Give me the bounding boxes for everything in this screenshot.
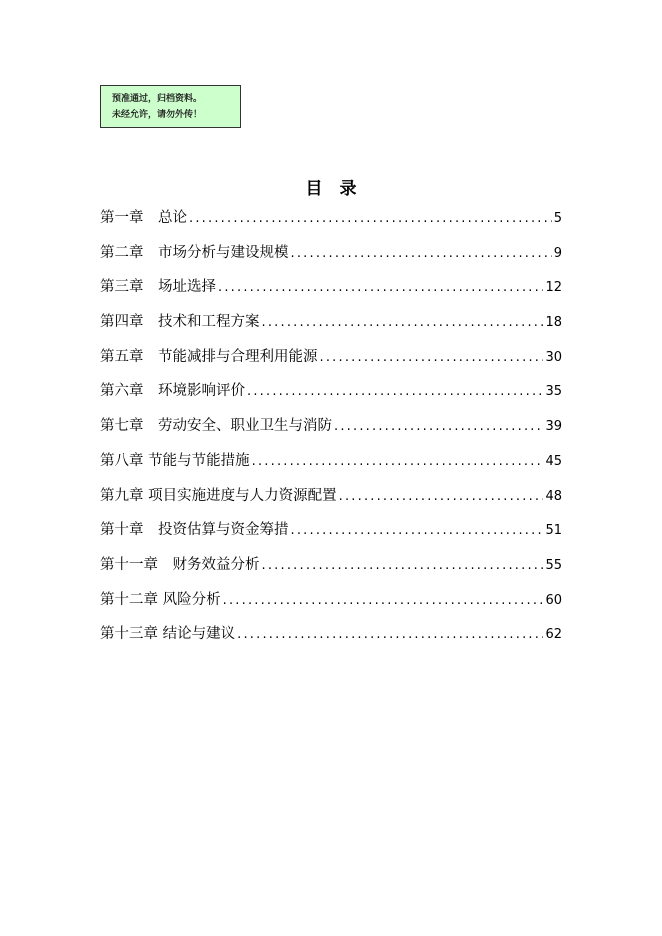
toc-chapter-label: 第十章 投资估算与资金筹措 <box>100 522 289 539</box>
toc-leader-dots <box>247 380 543 404</box>
toc-leader-dots <box>339 485 544 509</box>
toc-leader-dots <box>252 450 544 474</box>
toc-page-number: 39 <box>545 419 562 435</box>
toc-leader-dots <box>320 346 544 370</box>
toc-leader-dots <box>334 415 543 439</box>
table-of-contents <box>100 206 562 657</box>
toc-leader-dots <box>291 519 544 543</box>
toc-chapter-label: 第二章 市场分析与建设规模 <box>100 244 289 261</box>
toc-leader-dots <box>218 276 543 300</box>
toc-page-number: 35 <box>545 384 562 400</box>
toc-page-number: 12 <box>545 280 562 296</box>
toc-chapter-label: 第三章 场址选择 <box>100 279 216 296</box>
toc-page-number: 45 <box>545 453 562 469</box>
toc-page-number: 18 <box>545 315 562 331</box>
toc-chapter-label: 第十二章 风险分析 <box>100 591 221 608</box>
toc-entry-8[interactable] <box>100 449 562 484</box>
toc-page-number: 48 <box>545 488 562 504</box>
toc-leader-dots <box>262 311 544 335</box>
toc-chapter-label: 第八章 节能与节能措施 <box>100 452 250 469</box>
toc-entry-4[interactable] <box>100 310 562 345</box>
toc-chapter-label: 第五章 节能减排与合理利用能源 <box>100 348 318 365</box>
toc-page-number: 55 <box>545 557 562 573</box>
toc-entry-11[interactable] <box>100 553 562 588</box>
toc-entry-5[interactable] <box>100 345 562 380</box>
toc-chapter-label: 第十一章 财务效益分析 <box>100 556 260 573</box>
notice-line-1: 预准通过，归档资料。 <box>112 94 203 104</box>
toc-entry-6[interactable] <box>100 379 562 414</box>
confidential-notice-stamp <box>100 85 241 128</box>
toc-entry-13[interactable] <box>100 622 562 657</box>
toc-entry-9[interactable] <box>100 484 562 519</box>
toc-title: 目 录 <box>305 179 357 199</box>
toc-entry-10[interactable] <box>100 518 562 553</box>
toc-entry-7[interactable] <box>100 414 562 449</box>
toc-leader-dots <box>189 207 552 231</box>
toc-leader-dots <box>223 589 544 613</box>
toc-page-number: 51 <box>545 523 562 539</box>
toc-chapter-label: 第十三章 结论与建议 <box>100 626 236 643</box>
toc-chapter-label: 第九章 项目实施进度与人力资源配置 <box>100 487 337 504</box>
toc-chapter-label: 第四章 技术和工程方案 <box>100 314 260 331</box>
toc-page-number: 30 <box>545 349 562 365</box>
toc-entry-12[interactable] <box>100 588 562 623</box>
toc-entry-3[interactable] <box>100 275 562 310</box>
toc-leader-dots <box>237 623 543 647</box>
toc-chapter-label: 第六章 环境影响评价 <box>100 383 245 400</box>
toc-page-number: 60 <box>545 592 562 608</box>
toc-entry-2[interactable] <box>100 241 562 276</box>
notice-line-2: 未经允许，请勿外传！ <box>112 110 203 120</box>
toc-leader-dots <box>262 554 544 578</box>
toc-chapter-label: 第一章 总论 <box>100 210 187 226</box>
toc-chapter-label: 第七章 劳动安全、职业卫生与消防 <box>100 418 332 435</box>
toc-leader-dots <box>291 242 552 266</box>
toc-page-number: 62 <box>545 627 562 643</box>
toc-page-number: 9 <box>553 245 562 261</box>
toc-page-number: 5 <box>553 211 562 226</box>
toc-entry-1[interactable] <box>100 206 562 241</box>
